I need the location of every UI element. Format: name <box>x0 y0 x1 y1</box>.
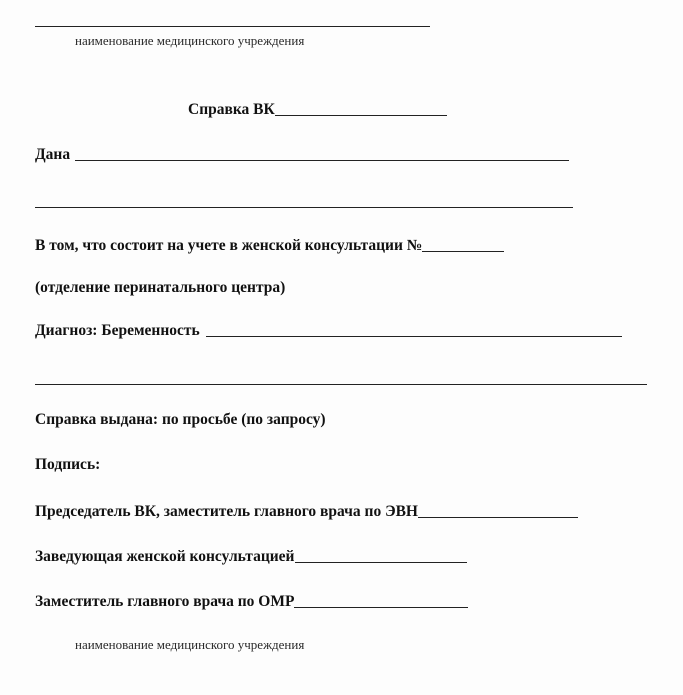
chairman-label: Председатель ВК, заместитель главного врача по ЭВН <box>35 503 418 520</box>
institution-name-line[interactable] <box>35 26 430 27</box>
issued-to-line[interactable] <box>75 159 569 161</box>
certificate-title: Справка ВК <box>188 101 275 118</box>
issued-reason-label: Справка выдана: по просьбе (по запросу) <box>35 411 326 428</box>
certificate-title-row <box>188 101 447 119</box>
diagnosis-line[interactable] <box>206 335 622 337</box>
chairman-row <box>35 503 578 521</box>
diagnosis-label: Диагноз: Беременность <box>35 322 200 339</box>
head-consultation-signature-line[interactable] <box>295 561 467 563</box>
certificate-number-line[interactable] <box>275 114 447 116</box>
issued-to-line-2[interactable] <box>35 207 573 208</box>
department-label: (отделение перинатального центра) <box>35 279 286 296</box>
deputy-omr-signature-line[interactable] <box>294 606 468 608</box>
signature-label: Подпись: <box>35 456 101 473</box>
consultation-number-line[interactable] <box>422 250 504 252</box>
issued-to-row <box>35 146 569 164</box>
deputy-omr-label: Заместитель главного врача по ОМР <box>35 593 295 610</box>
institution-caption-top: наименование медицинского учреждения <box>75 33 305 48</box>
institution-caption-bottom: наименование медицинского учреждения <box>75 637 305 652</box>
head-consultation-label: Заведующая женской консультацией <box>35 548 295 565</box>
diagnosis-line-2[interactable] <box>35 384 647 385</box>
chairman-signature-line[interactable] <box>418 516 578 518</box>
deputy-omr-row <box>35 593 468 611</box>
head-consultation-row <box>35 548 467 566</box>
registration-label: В том, что состоит на учете в женской консультации № <box>35 237 423 254</box>
registration-row <box>35 237 504 255</box>
issued-to-label: Дана <box>35 146 71 163</box>
diagnosis-row <box>35 322 622 340</box>
